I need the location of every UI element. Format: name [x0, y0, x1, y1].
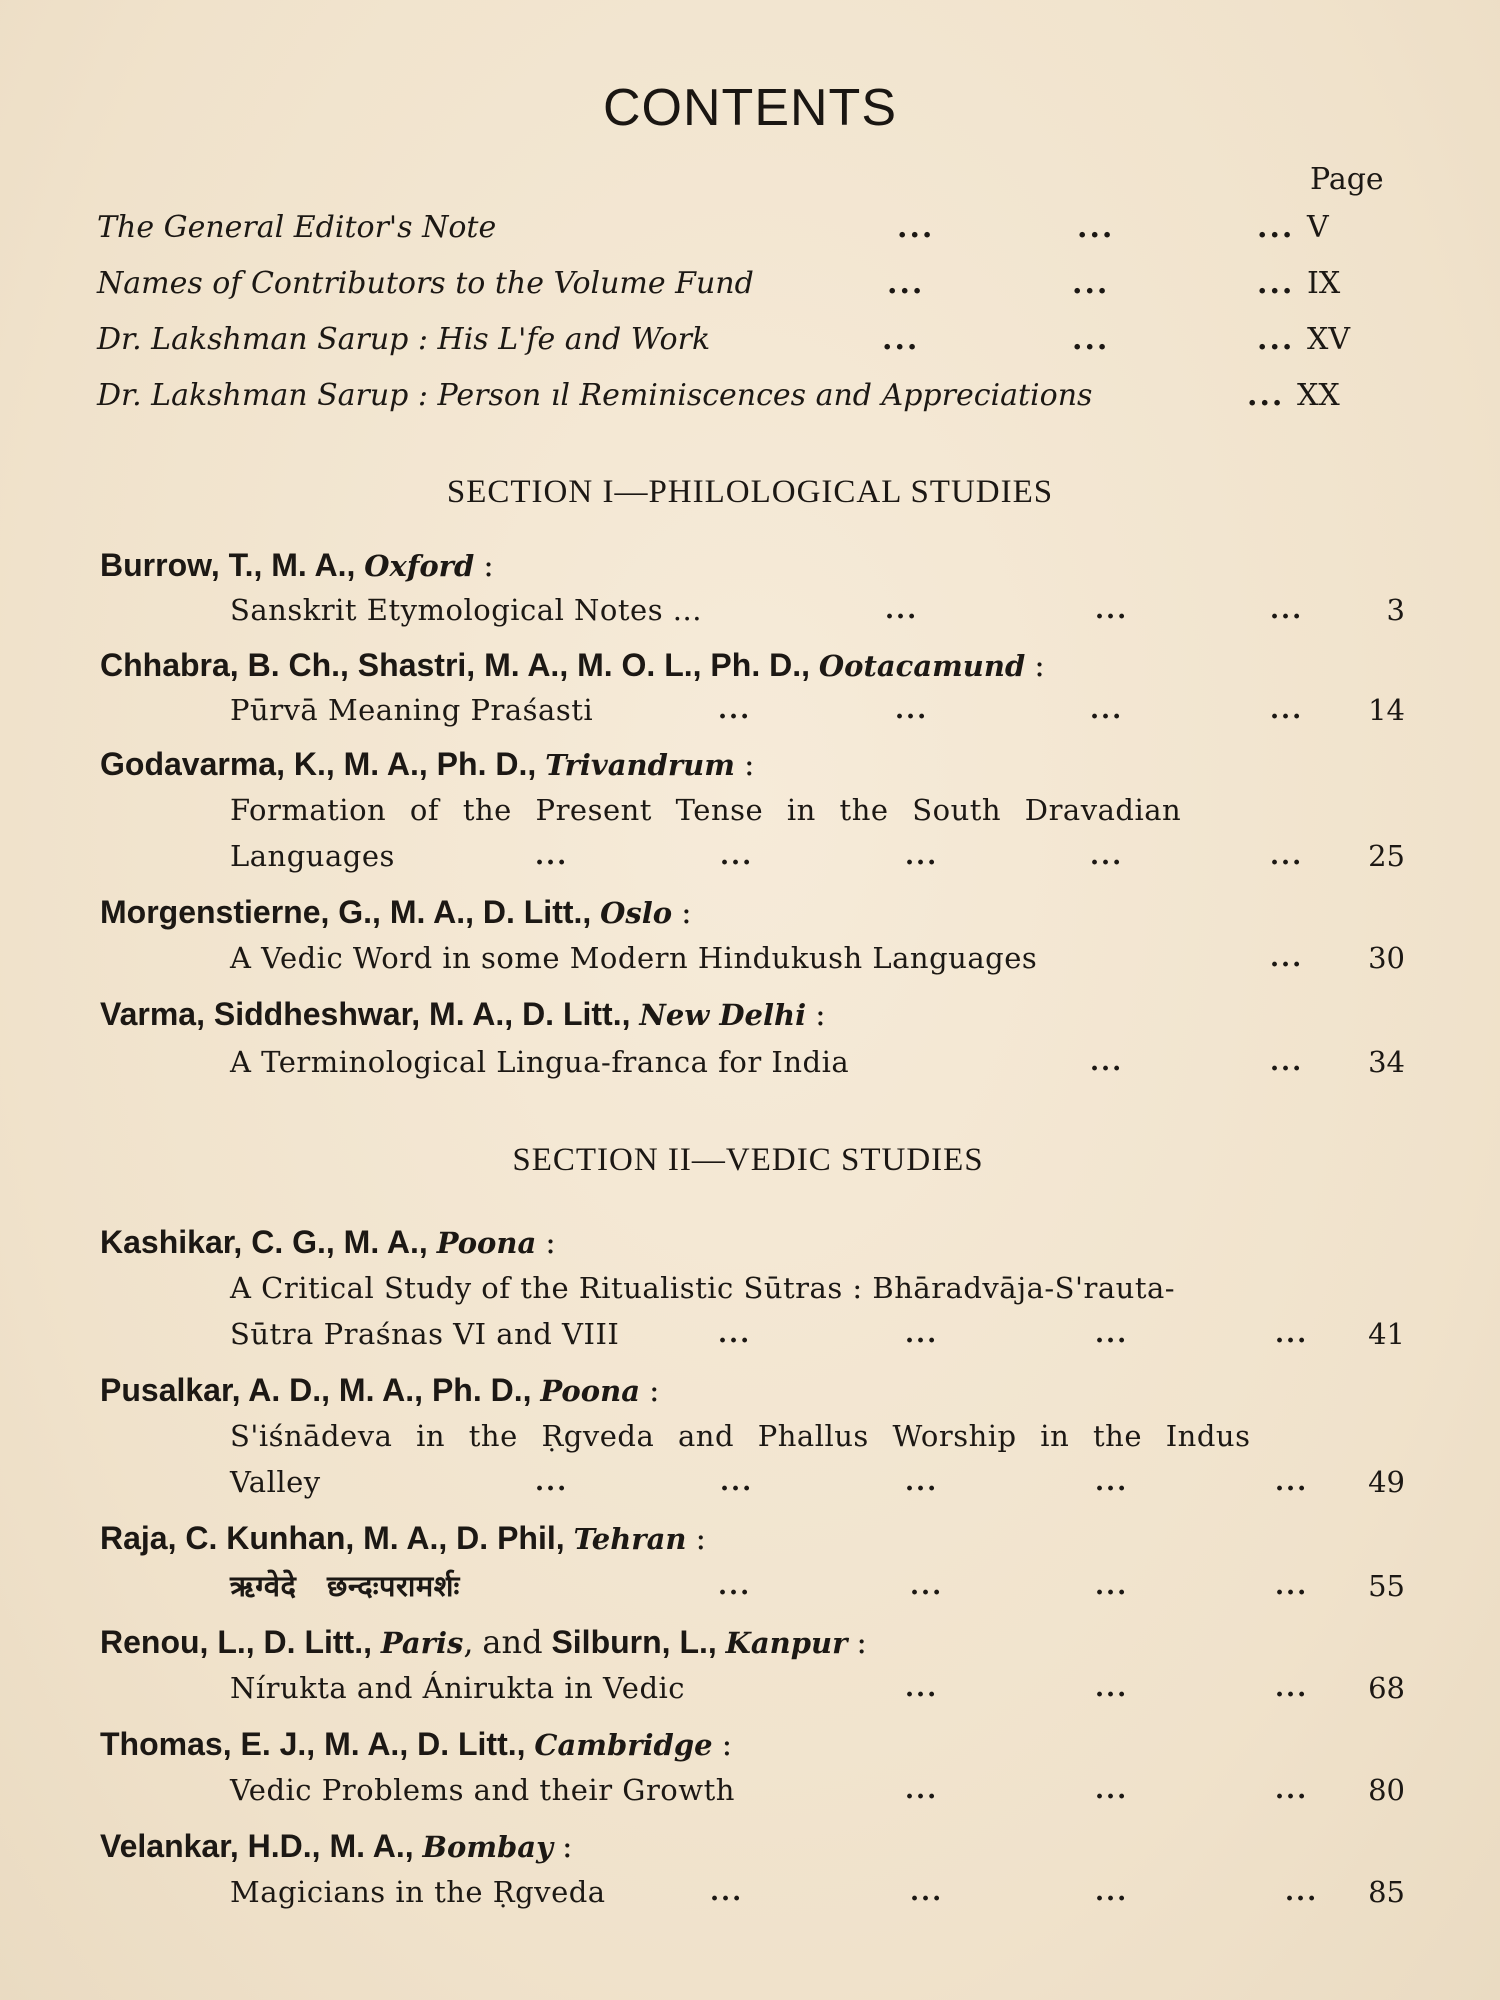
prelim-item — [97, 320, 1367, 360]
leader-dots: ... — [1072, 322, 1110, 357]
page-title: CONTENTS — [603, 79, 897, 137]
page-number: 55 — [1368, 1569, 1405, 1603]
paper-title-cont: Sūtra Praśnas VI and VIII — [230, 1317, 620, 1351]
author-line — [100, 543, 494, 588]
page-number: 49 — [1368, 1465, 1405, 1499]
author-name: Chhabra, B. Ch., Shastri, M. A., M. O. L., Ph. D., — [100, 647, 810, 683]
leader-dots: ... — [882, 322, 920, 357]
colon: : — [648, 1371, 660, 1409]
paper-title: A Critical Study of the Ritualistic Sūtras : Bhāradvāja-S'rauta- — [230, 1271, 1176, 1305]
leader-dots: ... — [535, 1467, 569, 1497]
leader-dots: ... — [1095, 595, 1129, 625]
author-place: Oslo — [600, 896, 673, 930]
page-number: 25 — [1368, 839, 1405, 873]
colon: : — [721, 1725, 733, 1763]
page-number: 80 — [1368, 1773, 1405, 1807]
leader-dots: ... — [905, 841, 939, 871]
prelim-page: XX — [1297, 378, 1340, 413]
page-number: 3 — [1386, 593, 1405, 627]
leader-dots: ... — [1095, 1319, 1129, 1349]
leader-dots: ... — [1285, 1877, 1319, 1907]
leader-dots: ... — [1275, 1775, 1309, 1805]
leader-dots: ... — [718, 695, 752, 725]
leader-dots: ... — [1077, 210, 1115, 245]
author-line — [100, 1516, 706, 1561]
leader-dots: ... — [895, 695, 929, 725]
prelim-title: Dr. Lakshman Sarup : His L'fe and Work — [97, 322, 711, 357]
author-place: Bombay — [422, 1830, 553, 1864]
paper-title-devanagari: ऋग्वेदे छन्दःपरामर्शः — [230, 1569, 460, 1603]
paper-title: S'iśnādeva in the Ṛgveda and Phallus Worship in the Indus — [230, 1419, 1251, 1453]
author-name: Velankar, H.D., M. A., — [100, 1828, 414, 1864]
author-name: Varma, Siddheshwar, M. A., D. Litt., — [100, 996, 631, 1032]
leader-dots: ... — [1257, 266, 1295, 301]
leader-dots: ... — [1270, 943, 1304, 973]
leader-dots: ... — [1275, 1571, 1309, 1601]
prelim-item — [97, 208, 1367, 248]
leader-dots: ... — [1095, 1877, 1129, 1907]
leader-dots: ... — [905, 1775, 939, 1805]
author-line — [100, 1824, 573, 1869]
author-place: New Delhi — [639, 998, 807, 1032]
section-heading: SECTION II—VEDIC STUDIES — [512, 1142, 984, 1178]
paper-title: Vedic Problems and their Growth — [230, 1773, 735, 1807]
colon: : — [545, 1223, 556, 1261]
leader-dots: ... — [1270, 841, 1304, 871]
leader-dots: ... — [720, 1467, 754, 1497]
author-line — [100, 1220, 556, 1265]
leader-dots: ... — [710, 1877, 744, 1907]
prelim-title: Names of Contributors to the Volume Fund — [97, 266, 754, 301]
author-place: Trivandrum — [545, 748, 735, 782]
page-number: 34 — [1368, 1045, 1405, 1079]
colon: : — [561, 1827, 573, 1865]
leader-dots: ... — [535, 841, 569, 871]
author-place: Poona — [436, 1226, 537, 1260]
author-line — [100, 643, 1045, 688]
paper-title: Sanskrit Etymological Notes ... — [230, 593, 702, 627]
leader-dots: ... — [720, 841, 754, 871]
paper-title: Magicians in the Ṛgveda — [230, 1875, 606, 1909]
leader-dots: ... — [910, 1877, 944, 1907]
colon: : — [483, 546, 494, 584]
page-column-heading: Page — [1310, 162, 1384, 197]
author-place: Poona — [540, 1374, 640, 1408]
colon: : — [815, 995, 826, 1033]
author-name: Silburn, L., — [551, 1624, 717, 1660]
leader-dots: ... — [1270, 695, 1304, 725]
author-name: Burrow, T., M. A., — [100, 547, 356, 583]
author-place: Ootacamund — [818, 649, 1026, 683]
colon: : — [695, 1519, 707, 1557]
paper-title-cont: Languages — [230, 839, 395, 873]
paper-title: Nírukta and Ánirukta in Vedic — [230, 1671, 686, 1705]
author-place: Kanpur — [725, 1626, 848, 1660]
leader-dots: ... — [1095, 1571, 1129, 1601]
prelim-title: The General Editor's Note — [97, 210, 497, 245]
prelim-page: V — [1307, 210, 1329, 245]
author-place: Paris — [380, 1626, 464, 1660]
conjunction: and — [482, 1623, 543, 1661]
colon: : — [856, 1623, 868, 1661]
prelim-item — [97, 376, 1367, 416]
author-line — [100, 1368, 660, 1413]
colon: : — [681, 893, 692, 931]
leader-dots: ... — [1090, 841, 1124, 871]
leader-dots: ... — [910, 1571, 944, 1601]
author-name: Thomas, E. J., M. A., D. Litt., — [100, 1726, 526, 1762]
page-number: 85 — [1368, 1875, 1405, 1909]
paper-title: A Terminological Lingua-franca for India — [230, 1045, 850, 1079]
author-line — [100, 890, 692, 935]
paper-title-cont: Valley — [230, 1465, 321, 1499]
author-place: Tehran — [573, 1522, 687, 1556]
leader-dots: ... — [1275, 1673, 1309, 1703]
leader-dots: ... — [1257, 210, 1295, 245]
leader-dots: ... — [1095, 1673, 1129, 1703]
prelim-page: XV — [1307, 322, 1351, 357]
leader-dots: ... — [1090, 1047, 1124, 1077]
leader-dots: ... — [905, 1467, 939, 1497]
author-name: Kashikar, C. G., M. A., — [100, 1224, 428, 1260]
author-place: Oxford — [364, 549, 475, 583]
leader-dots: ... — [905, 1319, 939, 1349]
author-name: Renou, L., D. Litt., — [100, 1624, 372, 1660]
leader-dots: ... — [905, 1673, 939, 1703]
author-name: Morgenstierne, G., M. A., D. Litt., — [100, 894, 592, 930]
author-name: Godavarma, K., M. A., Ph. D., — [100, 746, 537, 782]
prelim-title: Dr. Lakshman Sarup : Person ıl Reminiscences and Appreciations — [97, 378, 1093, 413]
author-line — [100, 742, 755, 787]
page-number: 30 — [1368, 941, 1405, 975]
leader-dots: ... — [1072, 266, 1110, 301]
leader-dots: ... — [718, 1571, 752, 1601]
page-number: 68 — [1368, 1671, 1405, 1705]
leader-dots: ... — [1257, 322, 1295, 357]
leader-dots: ... — [1270, 1047, 1304, 1077]
leader-dots: ... — [1247, 378, 1285, 413]
paper-title: Pūrvā Meaning Praśasti — [230, 693, 594, 727]
leader-dots: ... — [1090, 695, 1124, 725]
page-number: 41 — [1368, 1317, 1405, 1351]
paper-title: A Vedic Word in some Modern Hindukush Languages — [230, 941, 1038, 975]
paper-title: Formation of the Present Tense in the South Dravadian — [230, 793, 1182, 827]
leader-dots: ... — [1275, 1319, 1309, 1349]
colon: : — [1034, 646, 1045, 684]
author-place: Cambridge — [534, 1728, 713, 1762]
author-line — [100, 1722, 732, 1767]
leader-dots: ... — [1275, 1467, 1309, 1497]
leader-dots: ... — [887, 266, 925, 301]
leader-dots: ... — [1095, 1775, 1129, 1805]
leader-dots: ... — [718, 1319, 752, 1349]
prelim-item — [97, 264, 1367, 304]
prelim-page: IX — [1307, 266, 1341, 301]
author-line — [100, 992, 826, 1037]
author-name: Raja, C. Kunhan, M. A., D. Phil, — [100, 1520, 565, 1556]
section-heading: SECTION I—PHILOLOGICAL STUDIES — [446, 474, 1054, 510]
leader-dots: ... — [1095, 1467, 1129, 1497]
colon: : — [743, 745, 755, 783]
author-name: Pusalkar, A. D., M. A., Ph. D., — [100, 1372, 532, 1408]
leader-dots: ... — [1270, 595, 1304, 625]
leader-dots: ... — [885, 595, 919, 625]
page-number: 14 — [1368, 693, 1405, 727]
author-line: Renou, L., D. Litt., Paris, and Silburn, L., Kanpur : — [100, 1623, 868, 1661]
leader-dots: ... — [897, 210, 935, 245]
